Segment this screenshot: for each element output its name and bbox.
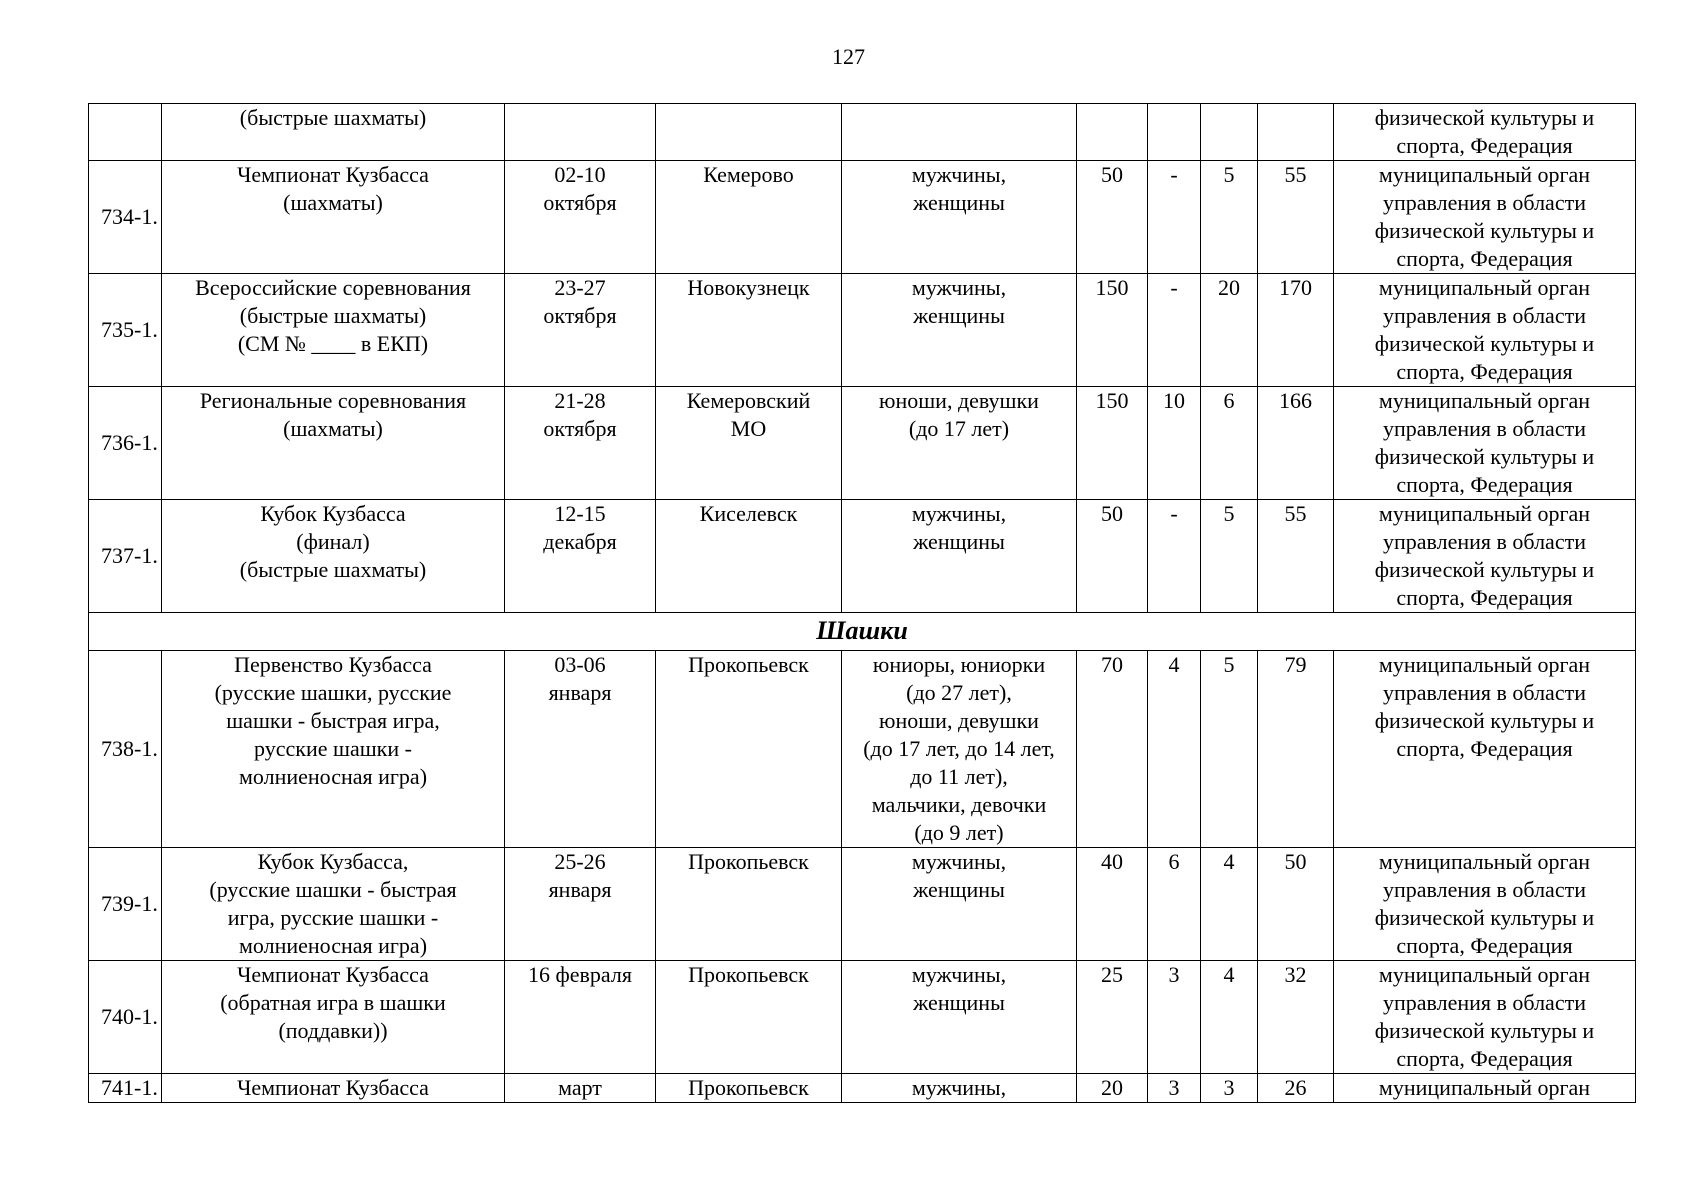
coaches-count: 6 — [1148, 848, 1201, 961]
total-count: 166 — [1258, 387, 1334, 500]
table-row — [89, 104, 1636, 161]
event-number: 738-1. — [89, 651, 162, 848]
participants-count: 50 — [1077, 500, 1148, 613]
table-row — [89, 500, 1636, 613]
total-count — [1258, 104, 1334, 161]
participants-count — [1077, 104, 1148, 161]
participants-count: 150 — [1077, 387, 1148, 500]
coaches-count: 3 — [1148, 961, 1201, 1074]
event-participants — [842, 104, 1077, 161]
participants-count: 40 — [1077, 848, 1148, 961]
organizer: муниципальный орган управления в области физической культуры и спорта, Федерация — [1334, 651, 1636, 848]
judges-count: 6 — [1201, 387, 1258, 500]
participants-count: 150 — [1077, 274, 1148, 387]
table-row — [89, 161, 1636, 274]
event-dates — [505, 104, 656, 161]
event-number: 740-1. — [89, 961, 162, 1074]
organizer: муниципальный орган управления в области физической культуры и спорта, Федерация — [1334, 161, 1636, 274]
total-count: 32 — [1258, 961, 1334, 1074]
event-name: Кубок Кузбасса (финал) (быстрые шахматы) — [162, 500, 505, 613]
event-participants: мужчины, женщины — [842, 848, 1077, 961]
organizer: муниципальный орган управления в области физической культуры и спорта, Федерация — [1334, 274, 1636, 387]
coaches-count: 10 — [1148, 387, 1201, 500]
event-place: Прокопьевск — [656, 848, 842, 961]
coaches-count: - — [1148, 274, 1201, 387]
table-row — [89, 274, 1636, 387]
event-place: Прокопьевск — [656, 651, 842, 848]
judges-count: 20 — [1201, 274, 1258, 387]
judges-count: 5 — [1201, 500, 1258, 613]
event-place — [656, 104, 842, 161]
judges-count: 4 — [1201, 961, 1258, 1074]
coaches-count: 4 — [1148, 651, 1201, 848]
event-number: 739-1. — [89, 848, 162, 961]
organizer: физической культуры и спорта, Федерация — [1334, 104, 1636, 161]
coaches-count: - — [1148, 161, 1201, 274]
event-place: Прокопьевск — [656, 961, 842, 1074]
event-place: Кемеровский МО — [656, 387, 842, 500]
event-name: Всероссийские соревнования (быстрые шахматы) (СМ № ____ в ЕКП) — [162, 274, 505, 387]
page-number: 127 — [832, 44, 865, 69]
judges-count: 5 — [1201, 161, 1258, 274]
section-header-row — [89, 613, 1636, 651]
event-place: Кемерово — [656, 161, 842, 274]
organizer: муниципальный орган управления в области физической культуры и спорта, Федерация — [1334, 387, 1636, 500]
event-dates: 12-15 декабря — [505, 500, 656, 613]
event-participants: мужчины, женщины — [842, 274, 1077, 387]
event-name: Чемпионат Кузбасса (шахматы) — [162, 161, 505, 274]
event-number: 741-1. — [89, 1074, 162, 1103]
judges-count — [1201, 104, 1258, 161]
coaches-count — [1148, 104, 1201, 161]
organizer: муниципальный орган управления в области физической культуры и спорта, Федерация — [1334, 961, 1636, 1074]
table-row — [89, 961, 1636, 1074]
total-count: 50 — [1258, 848, 1334, 961]
participants-count: 50 — [1077, 161, 1148, 274]
event-dates: 25-26 января — [505, 848, 656, 961]
organizer: муниципальный орган управления в области физической культуры и спорта, Федерация — [1334, 848, 1636, 961]
table-row — [89, 651, 1636, 848]
event-participants: мужчины, женщины — [842, 500, 1077, 613]
event-dates: 03-06 января — [505, 651, 656, 848]
section-title: Шашки — [89, 613, 1636, 651]
event-place: Новокузнецк — [656, 274, 842, 387]
event-dates: 02-10 октября — [505, 161, 656, 274]
total-count: 26 — [1258, 1074, 1334, 1103]
event-participants: юниоры, юниорки (до 27 лет), юноши, девушки (до 17 лет, до 14 лет, до 11 лет), мальчики, девочки (до 9 лет) — [842, 651, 1077, 848]
event-name: Региональные соревнования (шахматы) — [162, 387, 505, 500]
event-participants: юноши, девушки (до 17 лет) — [842, 387, 1077, 500]
total-count: 170 — [1258, 274, 1334, 387]
participants-count: 20 — [1077, 1074, 1148, 1103]
judges-count: 3 — [1201, 1074, 1258, 1103]
total-count: 55 — [1258, 500, 1334, 613]
judges-count: 5 — [1201, 651, 1258, 848]
total-count: 55 — [1258, 161, 1334, 274]
table-row — [89, 1074, 1636, 1103]
event-name: (быстрые шахматы) — [162, 104, 505, 161]
judges-count: 4 — [1201, 848, 1258, 961]
participants-count: 70 — [1077, 651, 1148, 848]
event-number: 735-1. — [89, 274, 162, 387]
table-row — [89, 387, 1636, 500]
event-place: Прокопьевск — [656, 1074, 842, 1103]
event-name: Кубок Кузбасса, (русские шашки - быстрая игра, русские шашки - молниеносная игра) — [162, 848, 505, 961]
competition-schedule-table — [88, 103, 1636, 1103]
event-number: 736-1. — [89, 387, 162, 500]
coaches-count: 3 — [1148, 1074, 1201, 1103]
event-participants: мужчины, женщины — [842, 961, 1077, 1074]
event-name: Первенство Кузбасса (русские шашки, русские шашки - быстрая игра, русские шашки - молниеносная игра) — [162, 651, 505, 848]
event-number: 734-1. — [89, 161, 162, 274]
event-participants: мужчины, — [842, 1074, 1077, 1103]
total-count: 79 — [1258, 651, 1334, 848]
event-dates: март — [505, 1074, 656, 1103]
event-name: Чемпионат Кузбасса (обратная игра в шашки (поддавки)) — [162, 961, 505, 1074]
table-row — [89, 848, 1636, 961]
event-place: Киселевск — [656, 500, 842, 613]
organizer: муниципальный орган — [1334, 1074, 1636, 1103]
coaches-count: - — [1148, 500, 1201, 613]
event-dates: 21-28 октября — [505, 387, 656, 500]
event-name: Чемпионат Кузбасса — [162, 1074, 505, 1103]
event-participants: мужчины, женщины — [842, 161, 1077, 274]
event-dates: 16 февраля — [505, 961, 656, 1074]
participants-count: 25 — [1077, 961, 1148, 1074]
organizer: муниципальный орган управления в области физической культуры и спорта, Федерация — [1334, 500, 1636, 613]
event-number — [89, 104, 162, 161]
event-dates: 23-27 октября — [505, 274, 656, 387]
event-number: 737-1. — [89, 500, 162, 613]
